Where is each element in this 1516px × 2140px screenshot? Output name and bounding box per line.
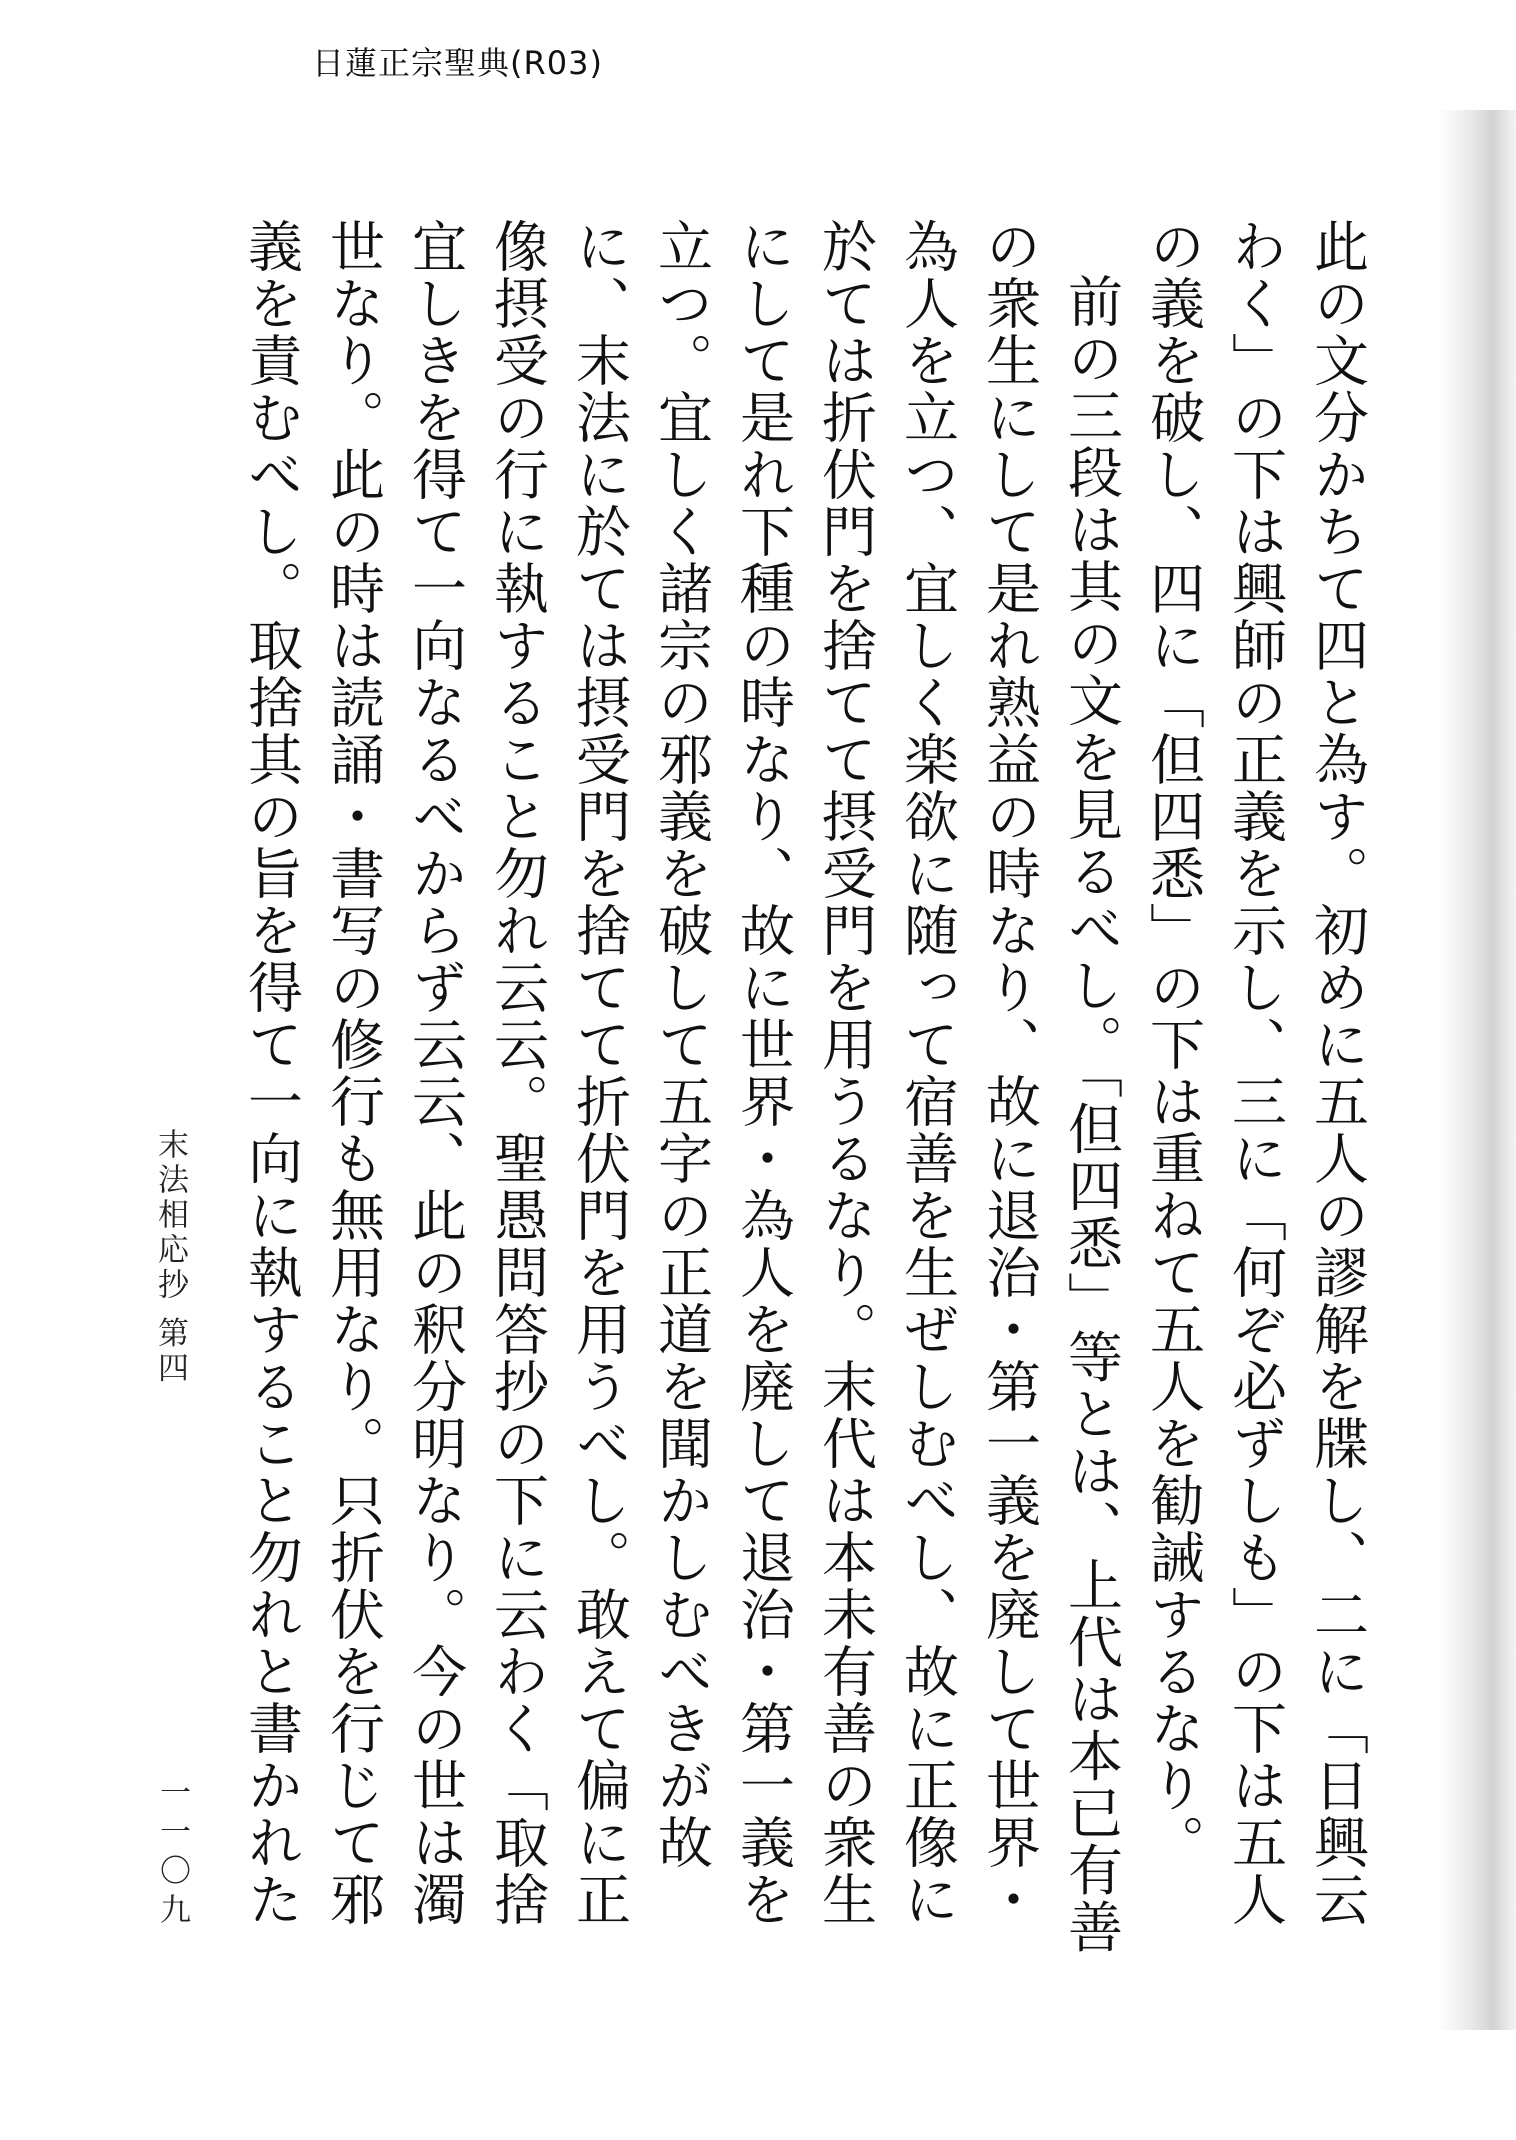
scan-shadow-edge: [1438, 110, 1516, 2030]
footer-section-title: 末法相応抄 第四: [152, 1128, 188, 1387]
page-header-title: 日蓮正宗聖典(R03): [312, 44, 603, 82]
paragraph-2: 前の三段は其の文を見るべし。「但四悉」等とは、上代は本已有善の衆生にして是れ熟益の時なり、故に退治・第一義を廃して世界・為人を立つ、宜しく楽欲に随って宿善を生ぜしむべし、故に正像に於ては折伏門を捨てて摂受門を用うるなり。末代は本未有善の衆生にして是れ下種の時なり、故に世界・為人を廃して退治・第一義を立つ。宜しく諸宗の邪義を破して五字の正道を聞かしむべきが故に、末法に於ては摂受門を捨てて折伏門を用うべし。敢えて偏に正像摂受の行に執すること勿れ云云。聖愚問答抄の下に云わく「取捨宜しきを得て一向なるべからず云云、此の釈分明なり。今の世は濁世なり。此の時は読誦・書写の修行も無用なり。只折伏を行じて邪義を責むべし。取捨其の旨を得て一向に執すること勿れと書かれた: [239, 218, 1123, 1956]
main-text-block: [238, 218, 1378, 1978]
page-number: 一一〇九: [154, 1776, 190, 1932]
paragraph-1: 此の文分かちて四と為す。初めに五人の謬解を牒し、二に「日興云わく」の下は興師の正義を示し、三に「何ぞ必ずしも」の下は五人の義を破し、四に「但四悉」の下は重ねて五人を勧誡するなり。: [1141, 218, 1369, 1928]
